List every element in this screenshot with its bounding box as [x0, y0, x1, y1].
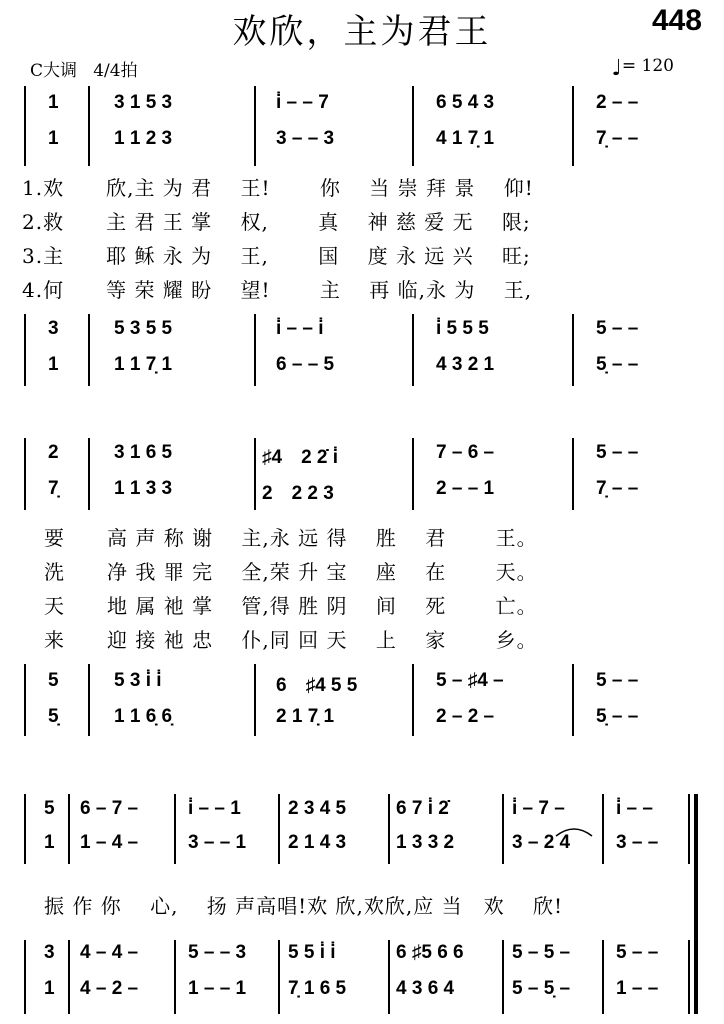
time-signature: 4/4拍	[93, 61, 138, 81]
key-signature: C大调	[30, 61, 78, 81]
barline	[254, 86, 256, 166]
quarter-note-icon: ♩	[611, 56, 622, 81]
tenor-measure: 5 – ♯4 –	[436, 670, 504, 691]
lyric-line: 3.主 耶 稣 永 为 王, 国 度 永 远 兴 旺;	[22, 244, 531, 268]
soprano-measure: i̇ – 7 –	[512, 798, 565, 819]
barline	[502, 794, 504, 864]
barline	[88, 86, 90, 166]
barline	[572, 438, 574, 510]
barline	[88, 664, 90, 736]
barline	[88, 438, 90, 510]
barline	[254, 438, 256, 510]
tenor-measure: 5 – –	[616, 942, 659, 963]
tenor-measure: 4 – 4 –	[80, 942, 139, 963]
alto-measure: 3 – 2 4	[512, 832, 571, 853]
tenor-measure: 3	[44, 942, 55, 963]
system-3	[22, 794, 702, 1014]
tenor-measure: 5 – –	[596, 318, 639, 339]
soprano-measure: 7 – 6 –	[436, 442, 495, 463]
hymn-number: 448	[651, 4, 702, 37]
lyric-line: 天 地 属 祂 掌 管,得 胜 阴 间 死 亡。	[44, 594, 538, 618]
tenor-measure: 5	[48, 670, 59, 691]
barline	[68, 794, 70, 864]
tenor-measure: 6 ♯4 5 5	[276, 675, 358, 696]
tempo-marking	[612, 56, 675, 81]
barline	[88, 314, 90, 386]
final-barline	[694, 794, 698, 1014]
tenor-measure: 5 – 5 –	[512, 942, 571, 963]
soprano-measure: 6 5 4 3	[436, 92, 495, 113]
barline	[412, 664, 414, 736]
barline	[412, 438, 414, 510]
bass-measure: 4 3 6 4	[396, 978, 455, 999]
barline	[602, 940, 604, 1014]
bass-measure: 1 – – 1	[188, 978, 247, 999]
alto-measure: 2 – – 1	[436, 478, 495, 499]
bass-measure: 1	[48, 354, 59, 375]
lyric-line: 2.救 主 君 王 掌 权, 真 神 慈 爱 无 限;	[22, 210, 531, 234]
lyric-line: 1.欢 欣,主 为 君 王! 你 当 崇 拜 景 仰!	[22, 176, 534, 200]
barline	[24, 86, 26, 166]
tenor-measure: i̇ 5 5 5	[436, 318, 489, 339]
bass-measure: 4 – 2 –	[80, 978, 139, 999]
barline	[24, 664, 26, 736]
bass-measure: 6 – – 5	[276, 354, 335, 375]
alto-measure: 1 3 3 2	[396, 832, 455, 853]
bass-measure: 1	[44, 978, 55, 999]
barline	[254, 664, 256, 736]
barline	[24, 940, 26, 1014]
bass-measure: 1 1 7̣ 1	[114, 354, 173, 375]
soprano-measure: 2 3 4 5	[288, 798, 347, 819]
bass-measure: 5 – 5̣ –	[512, 978, 571, 999]
soprano-measure: ♯4 2 2̇ i̇	[262, 447, 339, 468]
tempo-value: = 120	[621, 56, 674, 76]
soprano-measure: 3 1 5 3	[114, 92, 173, 113]
alto-measure: 7̣	[48, 478, 59, 499]
barline	[688, 940, 690, 1014]
tenor-measure: 5 5 i̇ i̇	[288, 942, 336, 963]
soprano-measure: 3 1 6 5	[114, 442, 173, 463]
soprano-measure: i̇ – –	[616, 798, 653, 819]
alto-measure: 1	[48, 128, 59, 149]
key-and-meter	[30, 56, 138, 81]
barline	[572, 664, 574, 736]
lyric-line: 4.何 等 荣 耀 盼 望! 主 再 临,永 为 王,	[22, 278, 533, 302]
lyric-line: 来 迎 接 祂 忠 仆,同 回 天 上 家 乡。	[44, 628, 538, 652]
barline	[412, 86, 414, 166]
alto-measure: 2 2 2 3	[262, 483, 334, 504]
alto-measure: 4 1 7̣ 1	[436, 128, 495, 149]
alto-measure: 3 – – 3	[276, 128, 335, 149]
alto-measure: 1	[44, 832, 55, 853]
barline	[278, 794, 280, 864]
barline	[24, 314, 26, 386]
hymn-title: 欢欣，主为君王	[232, 12, 492, 52]
barline	[68, 940, 70, 1014]
lyric-line: 振 作 你 心, 扬 声高唱!欢 欣,欢欣,应 当 欢 欣!	[44, 894, 564, 918]
barline	[572, 86, 574, 166]
bass-measure: 5̣	[48, 706, 59, 727]
alto-measure: 7̣ – –	[596, 478, 639, 499]
soprano-measure: 6 – 7 –	[80, 798, 139, 819]
system-2	[22, 438, 702, 738]
barline	[388, 794, 390, 864]
barline	[24, 794, 26, 864]
alto-measure: 1 1 3 3	[114, 478, 173, 499]
lyric-line: 洗 净 我 罪 完 全,荣 升 宝 座 在 天。	[44, 560, 538, 584]
barline	[24, 438, 26, 510]
bass-measure: 5̣ – –	[596, 354, 639, 375]
soprano-measure: 2 – –	[596, 92, 639, 113]
alto-measure: 7̣ – –	[596, 128, 639, 149]
bass-measure: 7̣ 1 6 5	[288, 978, 347, 999]
barline	[572, 314, 574, 386]
soprano-measure: i̇ – – 7	[276, 92, 329, 113]
tenor-measure: 5 3 5 5	[114, 318, 173, 339]
lyric-line: 要 高 声 称 谢 主,永 远 得 胜 君 王。	[44, 526, 538, 550]
alto-measure: 2 1 4 3	[288, 832, 347, 853]
soprano-measure: i̇ – – 1	[188, 798, 241, 819]
bass-measure: 2 – 2 –	[436, 706, 495, 727]
bass-measure: 2 1 7̣ 1	[276, 706, 335, 727]
soprano-measure: 5	[44, 798, 55, 819]
tie-slur	[554, 824, 594, 838]
alto-measure: 1 1 2 3	[114, 128, 173, 149]
barline	[174, 940, 176, 1014]
tenor-measure: i̇ – – i̇	[276, 318, 324, 339]
tenor-measure: 3	[48, 318, 59, 339]
tenor-measure: 5 3 i̇ i̇	[114, 670, 162, 691]
bass-measure: 1 – –	[616, 978, 659, 999]
soprano-measure: 6 7 i̇ 2̇	[396, 798, 449, 819]
barline	[278, 940, 280, 1014]
barline	[254, 314, 256, 386]
alto-measure: 3 – – 1	[188, 832, 247, 853]
tenor-measure: 5 – –	[596, 670, 639, 691]
bass-measure: 4 3 2 1	[436, 354, 495, 375]
tenor-measure: 5 – – 3	[188, 942, 247, 963]
alto-measure: 3 – –	[616, 832, 659, 853]
system-1	[22, 86, 702, 386]
alto-measure: 1 – 4 –	[80, 832, 139, 853]
barline	[174, 794, 176, 864]
barline	[388, 940, 390, 1014]
bass-measure: 5̣ – –	[596, 706, 639, 727]
soprano-measure: 1	[48, 92, 59, 113]
barline	[688, 794, 690, 864]
barline	[412, 314, 414, 386]
soprano-measure: 2	[48, 442, 59, 463]
barline	[602, 794, 604, 864]
tenor-measure: 6 ♯5 6 6	[396, 942, 464, 963]
soprano-measure: 5 – –	[596, 442, 639, 463]
barline	[502, 940, 504, 1014]
bass-measure: 1 1 6̣ 6̣	[114, 706, 173, 727]
